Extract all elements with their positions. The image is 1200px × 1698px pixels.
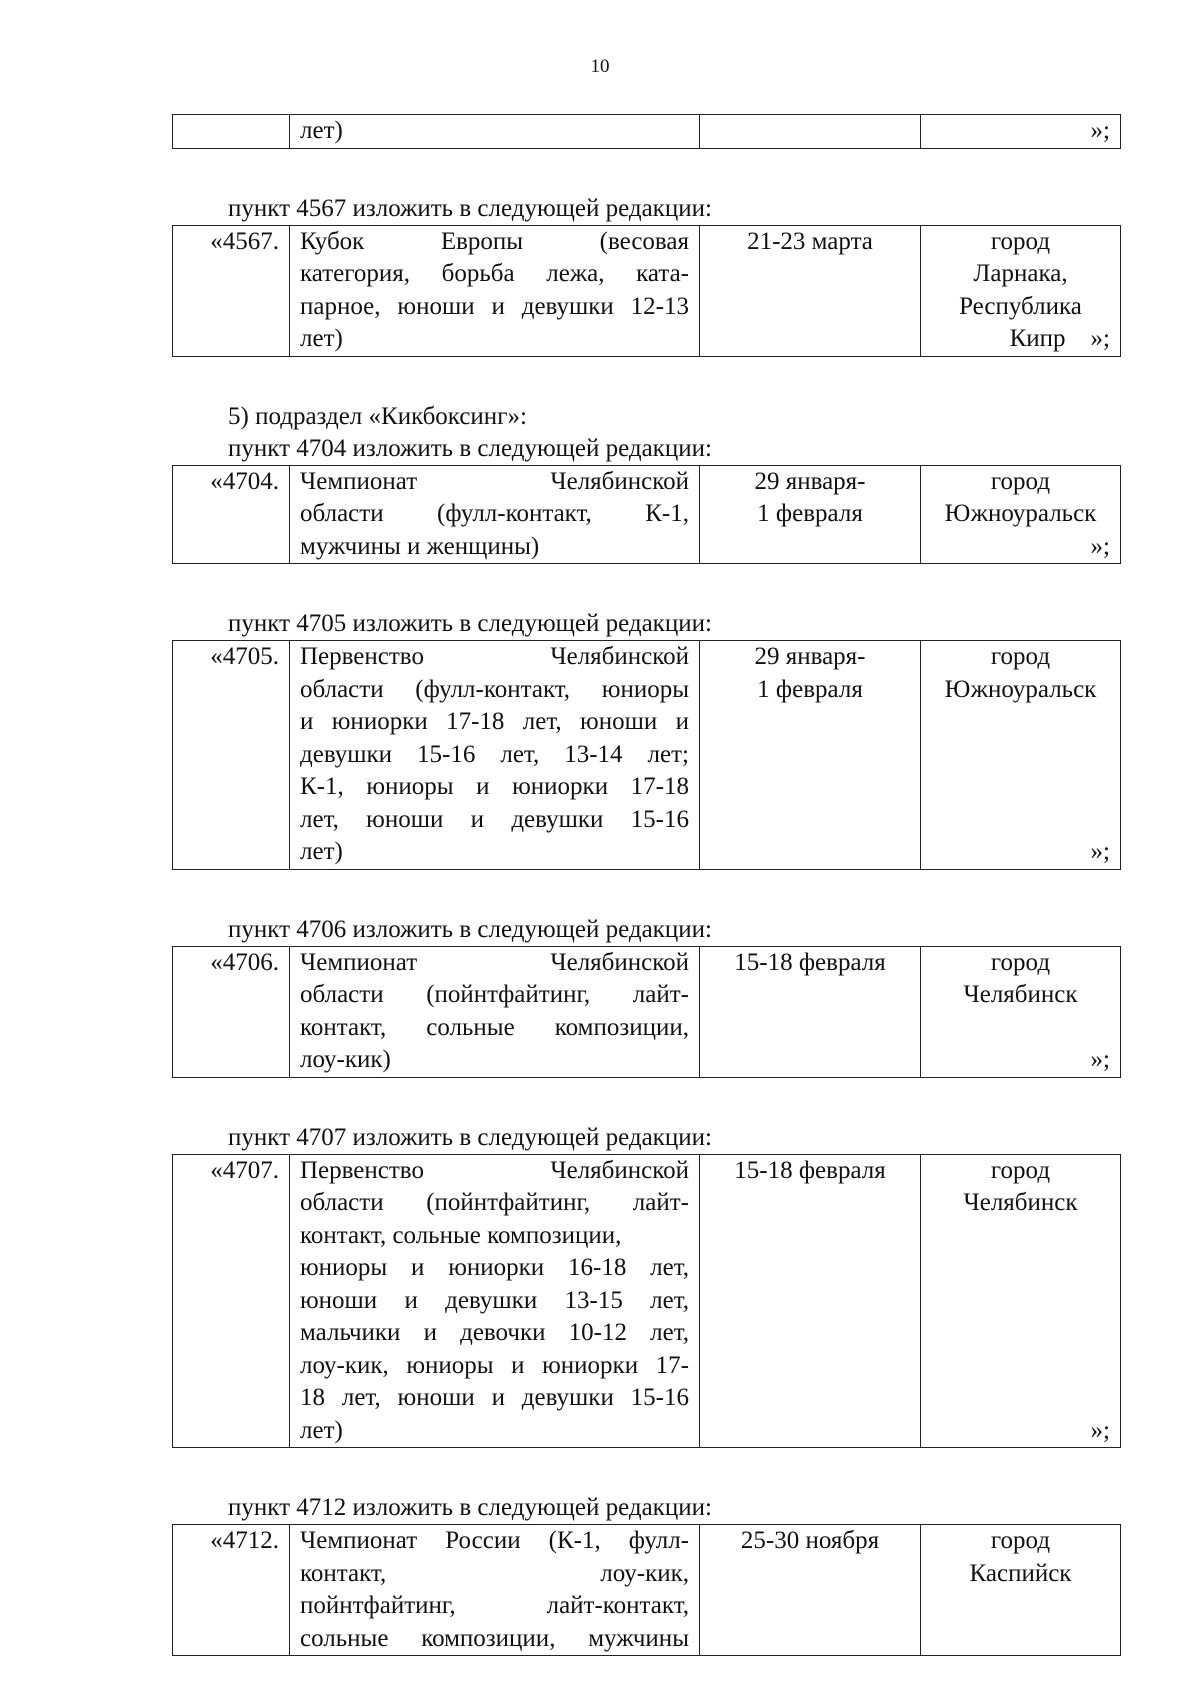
section-4567 xyxy=(172,193,1120,357)
cell-date: 29 января- 1 февраля xyxy=(700,641,921,870)
closing-quote: »; xyxy=(1090,838,1110,865)
event-table-4704 xyxy=(172,465,1121,565)
cell-number: «4704. xyxy=(173,465,290,564)
table-row xyxy=(173,225,1121,356)
table-row xyxy=(173,641,1121,870)
cell-place: город Южноуральск »; xyxy=(921,465,1121,564)
section-4712 xyxy=(172,1492,1120,1656)
closing-quote: »; xyxy=(1090,532,1110,560)
cell-date: 29 января- 1 февраля xyxy=(700,465,921,564)
cell-date: 21-23 марта xyxy=(700,225,921,356)
cell-date: 15-18 февраля xyxy=(700,946,921,1077)
cell-number: «4567. xyxy=(173,225,290,356)
section-4707 xyxy=(172,1122,1120,1449)
section-intro: пункт 4567 изложить в следующей редакции: xyxy=(228,194,712,222)
section-intro: 5) подраздел «Кикбоксинг»: пункт 4704 изложить в следующей редакции: xyxy=(172,401,1120,465)
event-table-4705 xyxy=(172,640,1121,870)
cell-place: город Челябинск »; xyxy=(921,946,1121,1077)
cell-event-name: Чемпионат Челябинской области (пойнтфайтинг, лайт- контакт, сольные композиции, лоу-кик) xyxy=(290,946,700,1077)
table-row xyxy=(173,115,1121,149)
event-table-4567 xyxy=(172,225,1121,357)
section-intro: пункт 4705 изложить в следующей редакции: xyxy=(228,610,712,637)
event-table-4712 xyxy=(172,1524,1121,1656)
table-row xyxy=(173,946,1121,1077)
cell-date: 25-30 ноября xyxy=(700,1525,921,1656)
cell-event-name: лет) xyxy=(290,115,700,149)
event-table-4707 xyxy=(172,1154,1121,1449)
cell-number: «4706. xyxy=(173,946,290,1077)
cell-place: город Каспийск xyxy=(921,1525,1121,1656)
subsection-heading: 5) подраздел «Кикбоксинг»: xyxy=(228,402,527,430)
cell-event-name: Первенство Челябинской области (фулл-контакт, юниоры и юниорки 17-18 лет, юноши и девушки 15-16 лет, 13-14 лет; К-1, юниоры и юниорки 17-18 лет, юноши и девушки 15-16 лет) xyxy=(290,641,700,870)
event-table-4706 xyxy=(172,946,1121,1078)
section-4705 xyxy=(172,608,1120,870)
cell-number: «4712. xyxy=(173,1525,290,1656)
cell-event-name: Первенство Челябинской области (пойнтфайтинг, лайт- контакт, сольные композиции, юниоры и юниорки 16-18 лет, юноши и девушки 13-15 лет, мальчики и девочки 10-12 лет, лоу-кик, юниоры и юниорки 17- 18 лет, юноши и девушки 15-16 лет) xyxy=(290,1154,700,1448)
cell-event-name: Чемпионат России (К-1, фулл- контакт, лоу-кик, пойнтфайтинг, лайт-контакт, сольные композиции, мужчины xyxy=(290,1525,700,1656)
cell-event-name: Чемпионат Челябинской области (фулл-контакт, К-1, мужчины и женщины) xyxy=(290,465,700,564)
cell-place: город Южноуральск »; xyxy=(921,641,1121,870)
closing-quote: »; xyxy=(1090,325,1110,352)
continuation-table xyxy=(172,114,1121,149)
closing-quote: »; xyxy=(1090,1046,1110,1073)
section-intro: пункт 4706 изложить в следующей редакции: xyxy=(228,915,712,943)
table-row xyxy=(173,1525,1121,1656)
section-4704 xyxy=(172,401,1120,565)
closing-quote: »; xyxy=(1090,1416,1110,1444)
table-row xyxy=(173,1154,1121,1448)
cell-event-name: Кубок Европы (весовая категория, борьба лежа, ката- парное, юноши и девушки 12-13 лет) xyxy=(290,225,700,356)
cell-number: «4705. xyxy=(173,641,290,870)
closing-quote: »; xyxy=(1090,117,1110,144)
document-body xyxy=(172,114,1120,1656)
cell-date: 15-18 февраля xyxy=(700,1154,921,1448)
table-row xyxy=(173,465,1121,564)
cell-place: город Ларнака, Республика Кипр »; xyxy=(921,225,1121,356)
section-4706 xyxy=(172,914,1120,1078)
cell-date xyxy=(700,115,921,149)
cell-place xyxy=(921,115,1121,149)
cell-number xyxy=(173,115,290,149)
section-intro: пункт 4712 изложить в следующей редакции: xyxy=(228,1494,712,1521)
cell-number: «4707. xyxy=(173,1154,290,1448)
section-intro: пункт 4707 изложить в следующей редакции: xyxy=(228,1123,712,1151)
cell-place: город Челябинск »; xyxy=(921,1154,1121,1448)
page-number: 10 xyxy=(590,56,610,77)
